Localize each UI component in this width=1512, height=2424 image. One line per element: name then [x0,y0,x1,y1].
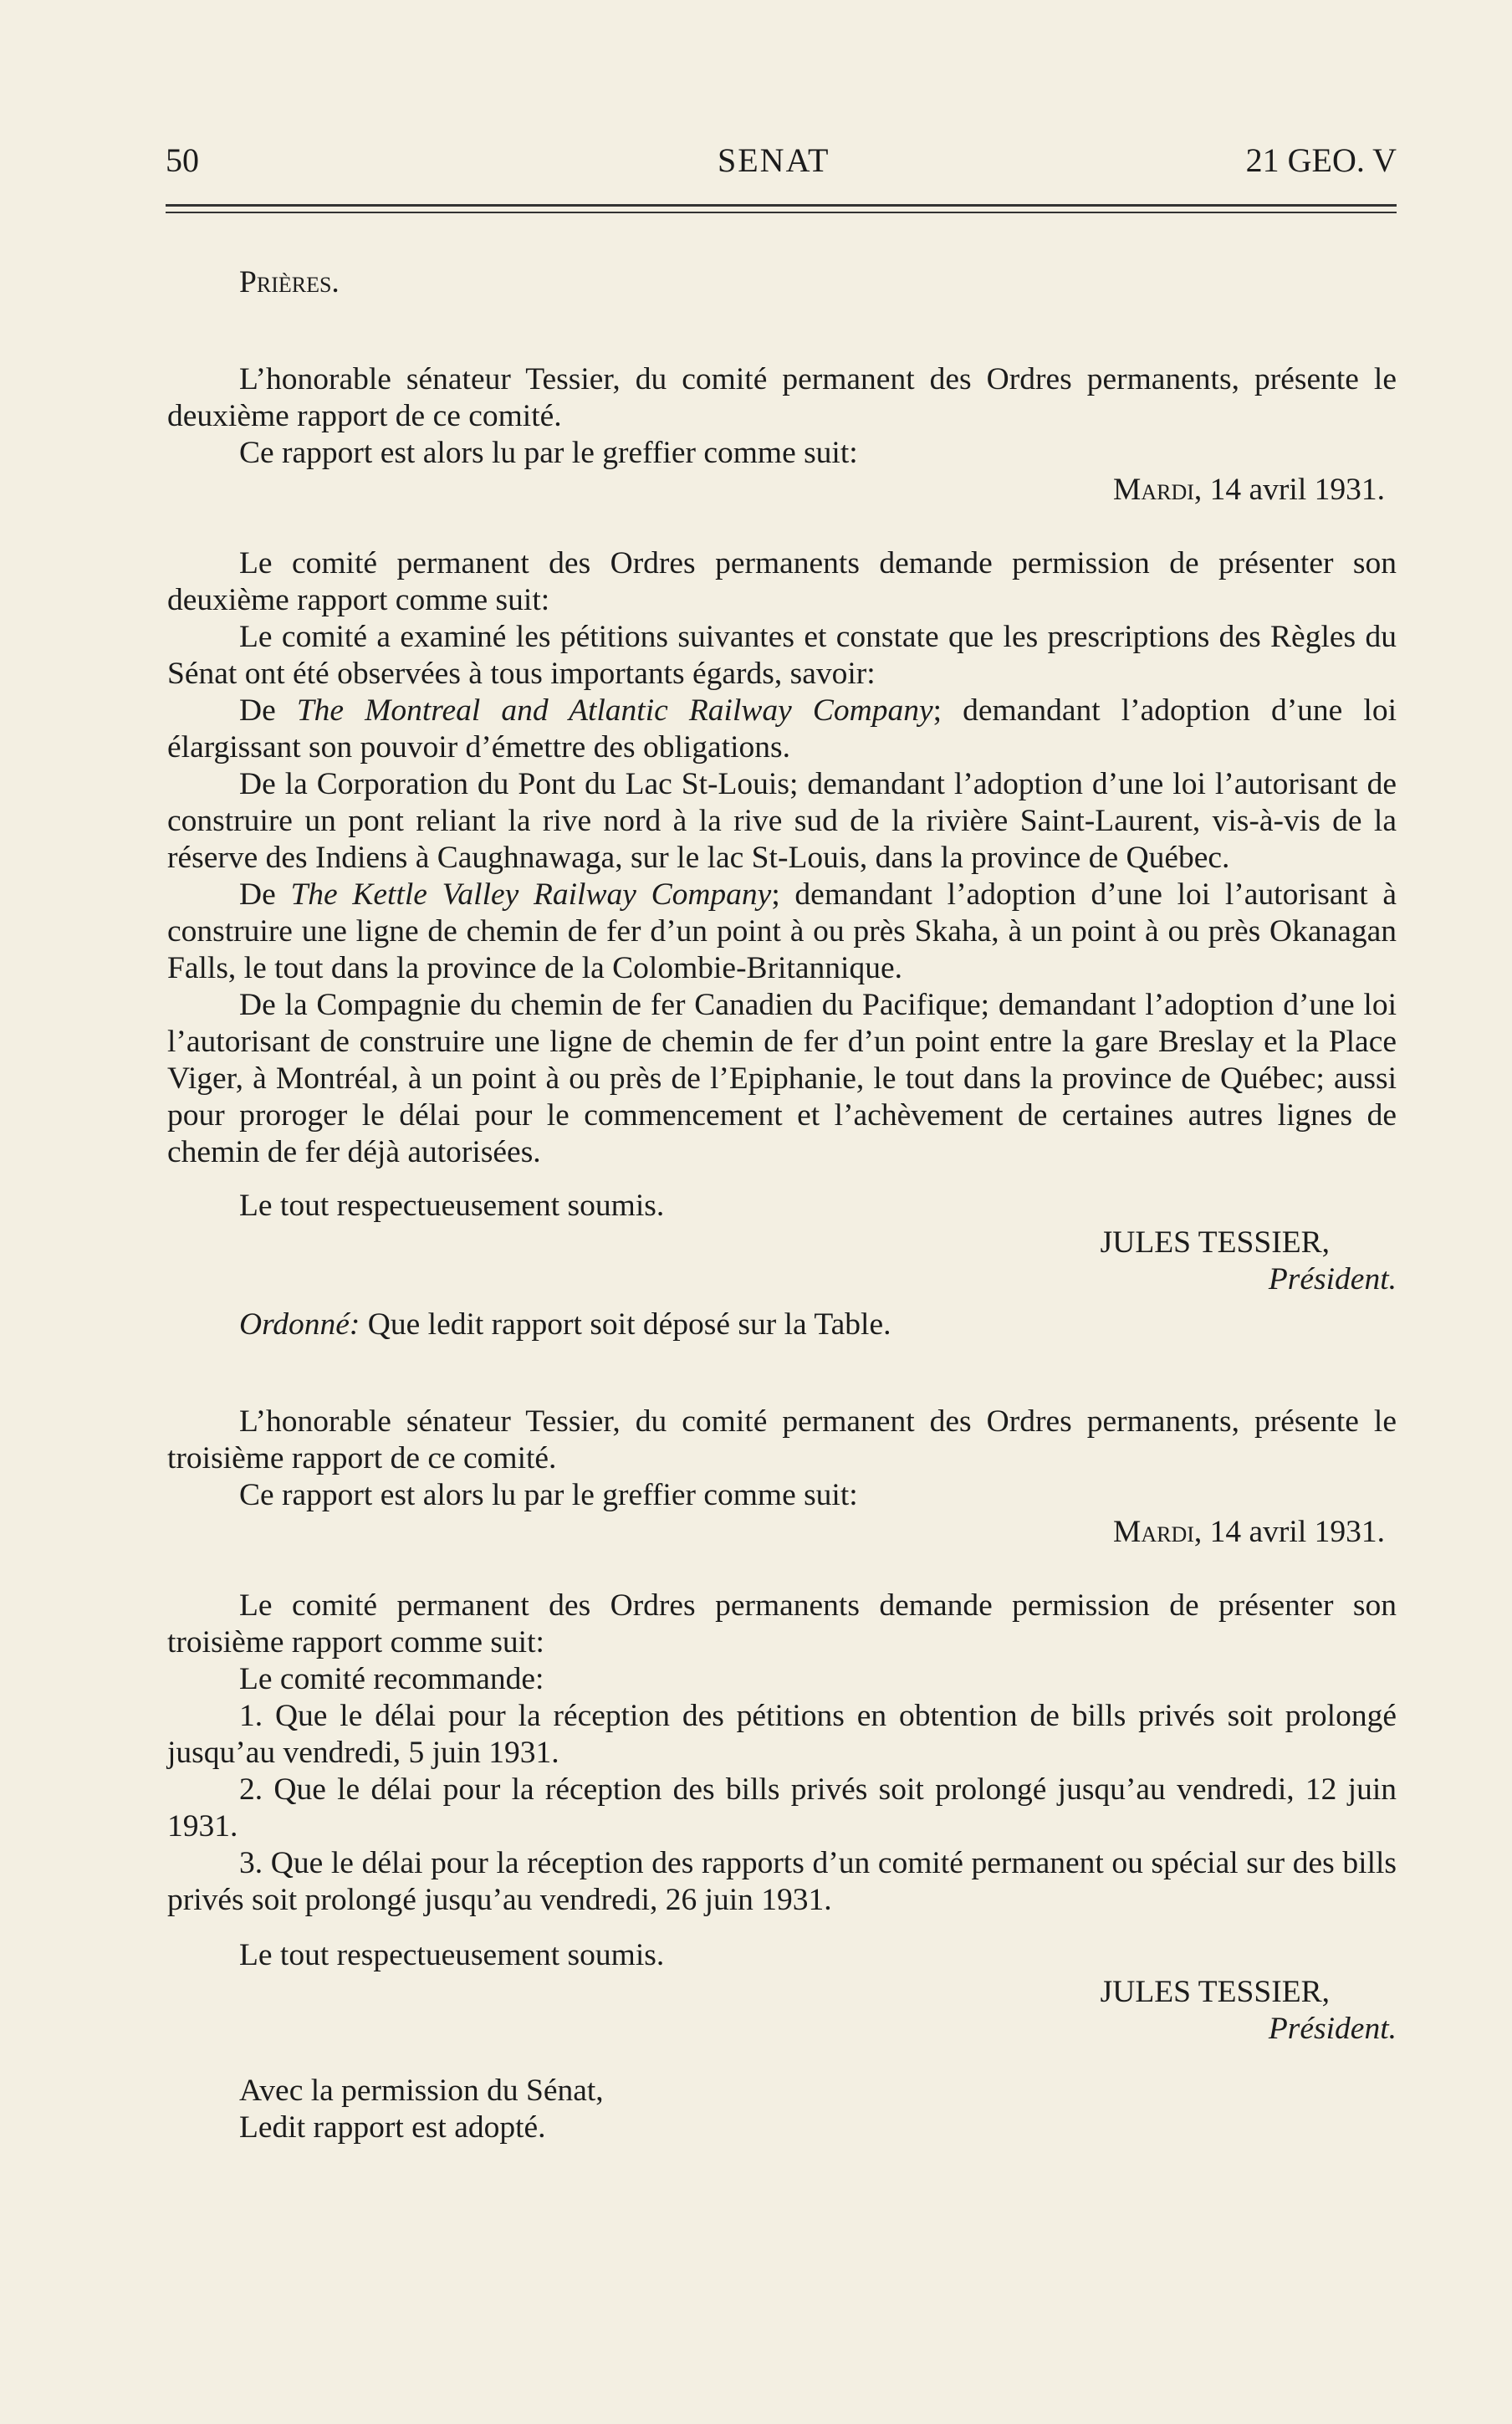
petition-prefix: De [239,877,291,912]
recommendation-item-3: 3. Que le délai pour la réception des rapports d’un comité permanent ou spécial sur des bills privés soit prolongé jusqu’au vendredi, 26 juin 1931. [167,1846,1397,1917]
header-rule-thick [166,204,1397,207]
petition-canadien-pacifique: De la Compagnie du chemin de fer Canadien du Pacifique; demandant l’adoption d’une loi l’autorisant de construire une ligne de chemin de fer d’un point entre la gare Breslay et la Place Viger, à Montréal, à un point à ou près de l’Epiphanie, le tout dans la province de Québec; aussi pour proroger le délai pour le commencement et l’achèvement de certaines autres lignes de chemin de fer déjà autorisées. [167,988,1397,1169]
report2-submitted: Le tout respectueusement soumis. [239,1189,665,1223]
report3-submitted: Le tout respectueusement soumis. [239,1938,665,1972]
recommendation-item-1: 1. Que le délai pour la réception des pétitions en obtention de bills privés soit prolongé jusqu’au vendredi, 5 juin 1931. [167,1699,1397,1770]
report-adopted: Ledit rapport est adopté. [239,2110,546,2145]
report3-signature [167,1974,1397,2048]
report3-recommends: Le comité recommande: [239,1662,544,1696]
report2-intro: L’honorable sénateur Tessier, du comité permanent des Ordres permanents, présente le deuxième rapport de ce comité. [167,362,1397,433]
petition-text: ; demandant l’adoption d’une loi élargissant son pouvoir d’émettre des obligations. [167,693,1397,765]
petition-pont-lac-st-louis: De la Corporation du Pont du Lac St-Louis; demandant l’adoption d’une loi l’autorisant de construire un pont reliant la rive nord à la rive sud de la rivière Saint-Laurent, vis-à-vis de la réserve des Indiens à Caughnawaga, sur le lac St-Louis, dans la province de Québec. [167,767,1397,875]
signer-name: JULES TESSIER, [1100,1225,1330,1260]
report3-request: Le comité permanent des Ordres permanents demande permission de présenter son troisième rapport comme suit: [167,1588,1397,1659]
regnal-year: 21 GEO. V [1245,141,1397,179]
report3-intro: L’honorable sénateur Tessier, du comité permanent des Ordres permanents, présente le troisième rapport de ce comité. [167,1404,1397,1475]
petition-kettle-valley [167,877,1397,987]
order-label: Ordonné: [239,1307,360,1342]
report3-date [167,1514,1397,1551]
page-number: 50 [166,141,199,179]
petition-montreal-atlantic [167,693,1397,766]
report2-order [167,1307,1397,1343]
petition-prefix: De [239,693,297,728]
signer-role: Président. [1268,2012,1397,2046]
petition-text: ; demandant l’adoption d’une loi l’autorisant à construire une ligne de chemin de fer d’un point à ou près Skaha, à un point à ou près Okanagan Falls, le tout dans la province de la Colombie-Britannique. [167,877,1397,985]
report3-read: Ce rapport est alors lu par le greffier comme suit: [239,1478,858,1512]
report2-request: Le comité permanent des Ordres permanents demande permission de présenter son deuxième rapport comme suit: [167,546,1397,617]
company-name: The Montreal and Atlantic Railway Company [296,693,933,728]
report2-date [167,472,1397,509]
report2-examined: Le comité a examiné les pétitions suivantes et constate que les prescriptions des Règles du Sénat ont été observées à tous importants égards, savoir: [167,620,1397,691]
header-rule-thin [166,212,1397,213]
report2-signature [167,1225,1397,1298]
running-title: SENAT [718,141,830,179]
page-body [167,251,1397,2146]
senate-permission: Avec la permission du Sénat, [239,2074,604,2108]
recommendation-item-2: 2. Que le délai pour la réception des bills privés soit prolongé jusqu’au vendredi, 12 juin 1931. [167,1772,1397,1844]
company-name: The Kettle Valley Railway Company [290,877,772,912]
prieres-heading: Prières. [239,265,340,299]
signer-role: Président. [1268,1262,1397,1296]
signer-name: JULES TESSIER, [1100,1975,1330,2009]
order-text: Que ledit rapport soit déposé sur la Table. [360,1307,891,1342]
report3-date-rest: 14 avril 1931. [1202,1515,1385,1549]
report3-date-day: Mardi, [1112,1515,1203,1549]
report2-read: Ce rapport est alors lu par le greffier comme suit: [239,436,858,470]
report2-date-day: Mardi, [1112,473,1203,507]
report2-date-rest: 14 avril 1931. [1202,473,1385,507]
